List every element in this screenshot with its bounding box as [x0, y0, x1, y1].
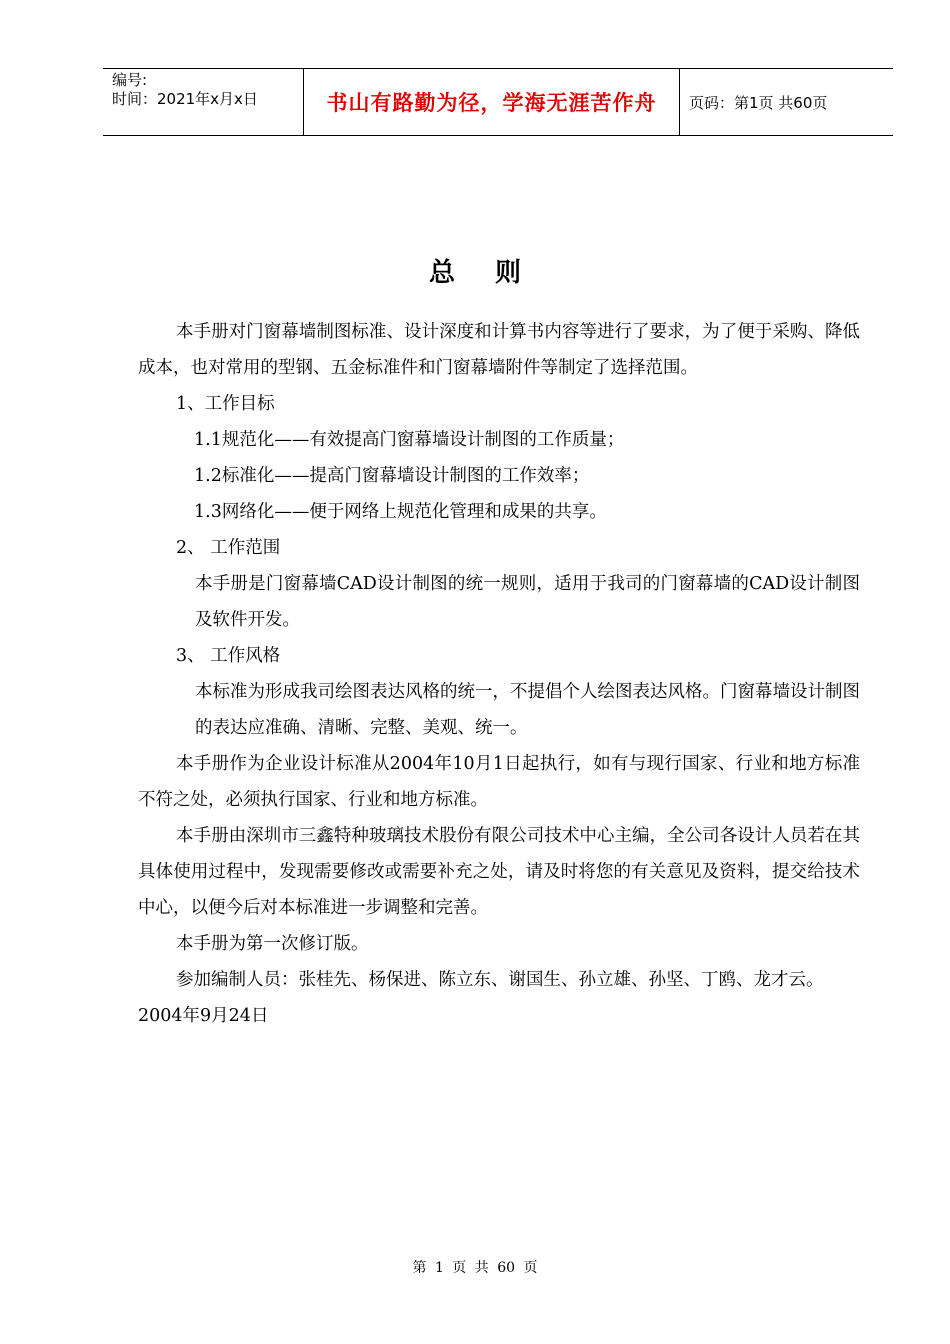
editor-paragraph: 本手册由深圳市三鑫特种玻璃技术股份有限公司技术中心主编，全公司各设计人员若在其具体使用过程中，发现需要修改或需要补充之处，请及时将您的有关意见及资料，提交给技术中心，以便今后对本标准进一步调整和完善。 — [138, 826, 860, 918]
sub-item: 1.3网络化——便于网络上规范化管理和成果的共享。 — [194, 502, 607, 522]
header-meta — [103, 69, 303, 135]
intro-paragraph: 本手册对门窗幕墙制图标准、设计深度和计算书内容等进行了要求，为了便于采购、降低成本，也对常用的型钢、五金标准件和门窗幕墙附件等制定了选择范围。 — [138, 322, 860, 378]
header-time-label: 时间：2021年x月x日 — [112, 90, 258, 108]
section-heading: 2、 工作范围 — [176, 538, 281, 558]
sub-item: 1.2标准化——提高门窗幕墙设计制图的工作效率； — [194, 466, 590, 486]
header-page-info: 页码：第1页 共60页 — [689, 93, 828, 112]
section-paragraph: 本标准为形成我司绘图表达风格的统一，不提倡个人绘图表达风格。门窗幕墙设计制图的表达应准确、清晰、完整、美观、统一。 — [195, 682, 860, 738]
execution-paragraph: 本手册作为企业设计标准从2004年10月1日起执行，如有与现行国家、行业和地方标准不符之处，必须执行国家、行业和地方标准。 — [138, 754, 860, 810]
document-date: 2004年9月24日 — [138, 1006, 269, 1026]
staff-paragraph: 参加编制人员：张桂先、杨保进、陈立东、谢国生、孙立雄、孙坚、丁鸥、龙才云。 — [176, 970, 824, 990]
page-footer: 第 1 页 共 60 页 — [412, 1260, 538, 1276]
section-heading: 1、工作目标 — [176, 394, 275, 414]
header-motto: 书山有路勤为径，学海无涯苦作舟 — [326, 91, 657, 115]
section-paragraph: 本手册是门窗幕墙CAD设计制图的统一规则，适用于我司的门窗幕墙的CAD设计制图及软件开发。 — [195, 574, 860, 630]
document-body — [138, 314, 860, 1034]
header-divider — [679, 69, 680, 135]
header-number-label: 编号: — [112, 71, 148, 89]
sub-item: 1.1规范化——有效提高门窗幕墙设计制图的工作质量； — [194, 430, 625, 450]
page-header — [103, 68, 893, 136]
revision-paragraph: 本手册为第一次修订版。 — [176, 934, 369, 954]
section-heading: 3、 工作风格 — [176, 646, 281, 666]
document-title: 总则 — [428, 258, 561, 288]
